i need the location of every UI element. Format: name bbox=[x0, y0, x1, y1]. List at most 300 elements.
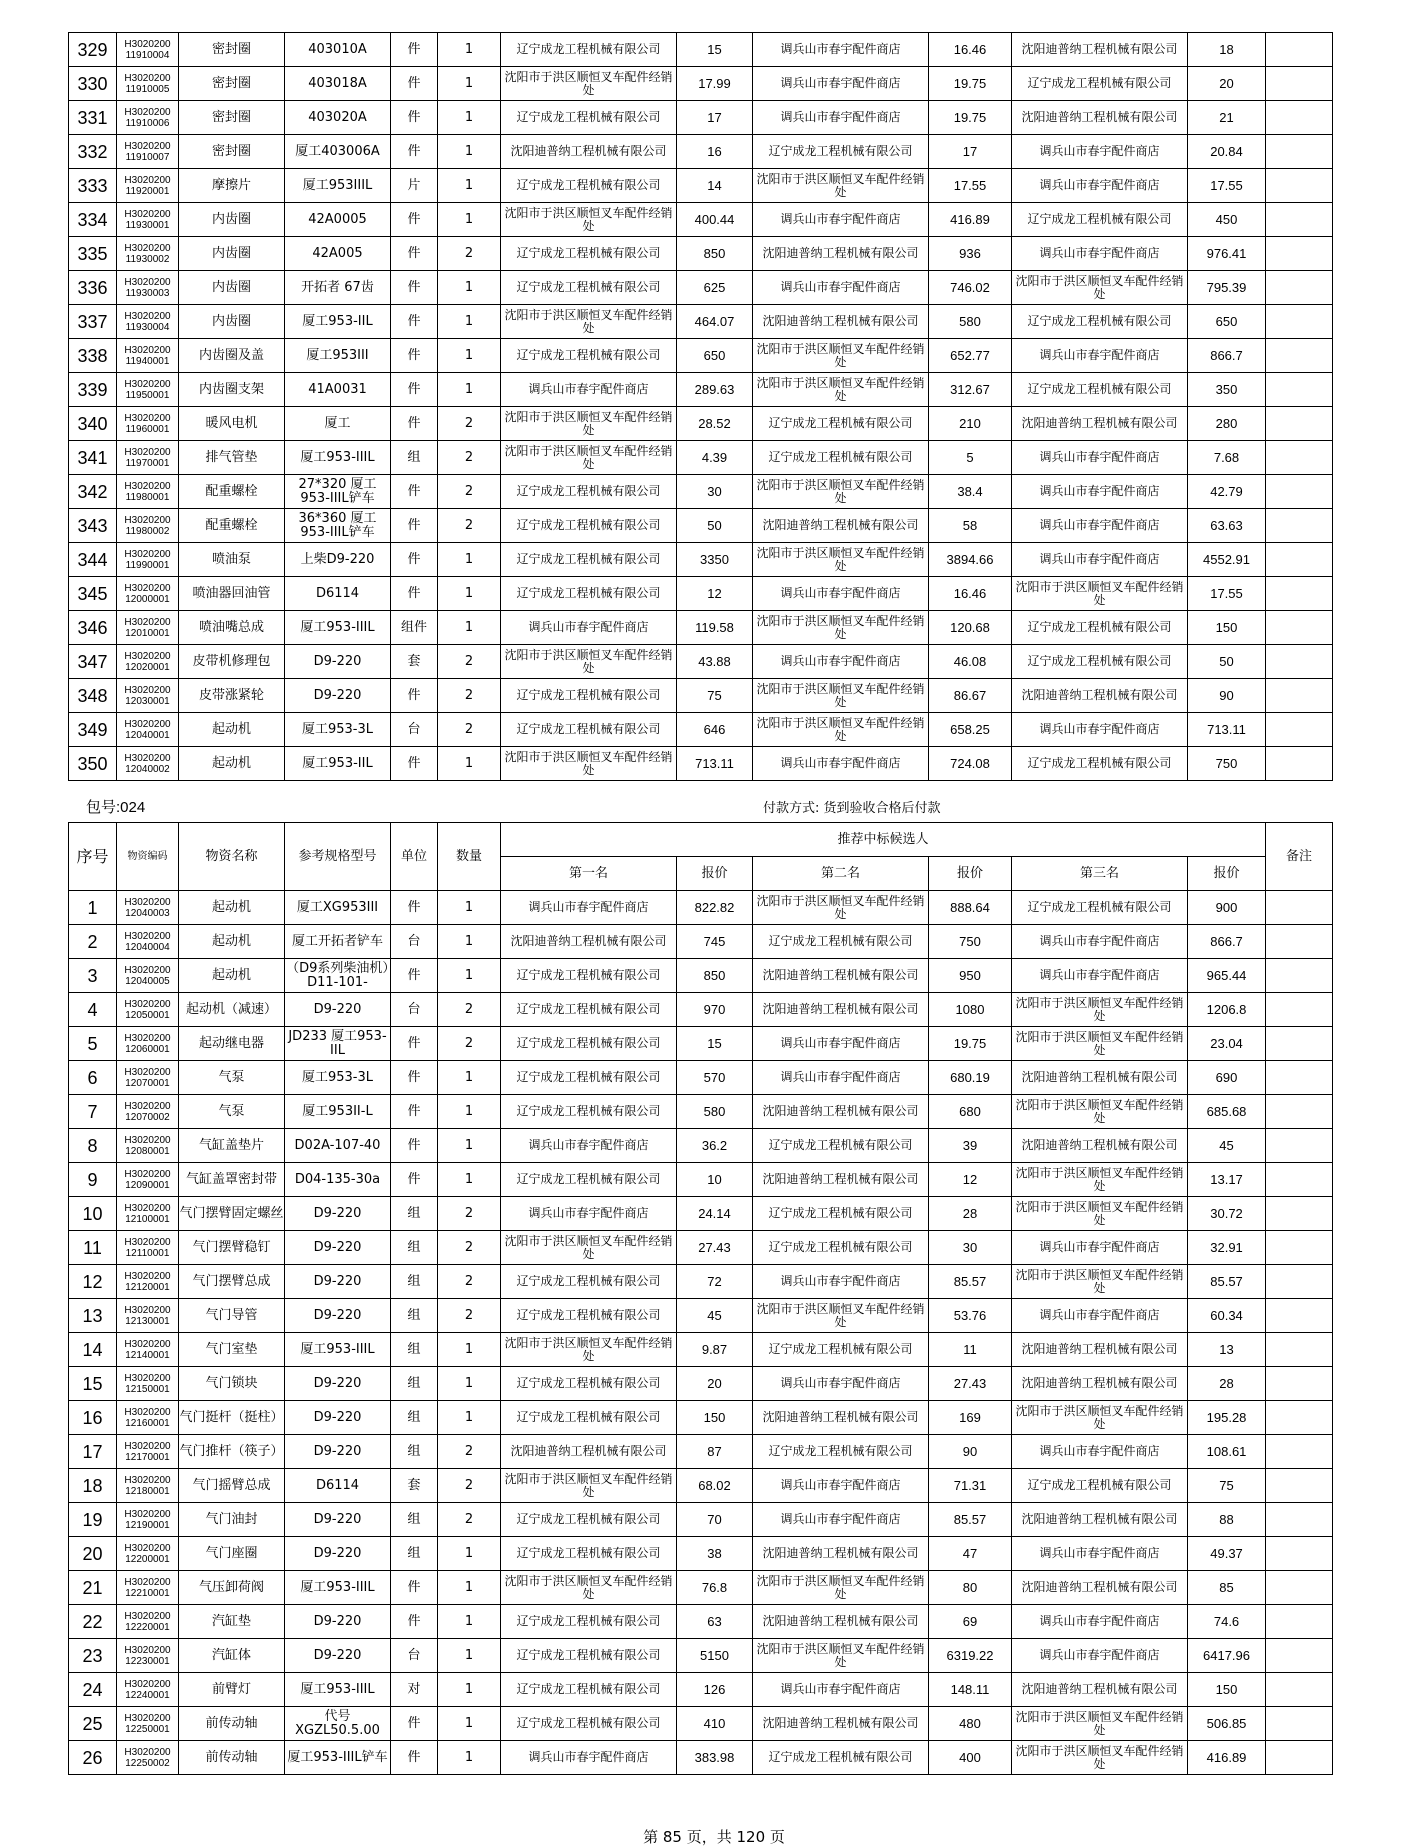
cell-price-2: 16.46 bbox=[929, 33, 1012, 67]
cell-second: 调兵山市春宇配件商店 bbox=[753, 747, 929, 781]
cell-unit: 件 bbox=[391, 1571, 438, 1605]
cell-second: 沈阳迪普纳工程机械有限公司 bbox=[753, 1401, 929, 1435]
cell-first: 辽宁成龙工程机械有限公司 bbox=[501, 33, 677, 67]
cell-remark bbox=[1266, 305, 1333, 339]
table-row bbox=[69, 1469, 1333, 1503]
cell-code: H3020200 12250002 bbox=[117, 1741, 179, 1775]
cell-price-1: 9.87 bbox=[677, 1333, 753, 1367]
cell-first: 辽宁成龙工程机械有限公司 bbox=[501, 101, 677, 135]
cell-first: 辽宁成龙工程机械有限公司 bbox=[501, 1265, 677, 1299]
cell-name: 内齿圈 bbox=[179, 237, 285, 271]
cell-code: H3020200 12070002 bbox=[117, 1095, 179, 1129]
cell-qty: 1 bbox=[438, 1367, 501, 1401]
cell-second: 调兵山市春宇配件商店 bbox=[753, 101, 929, 135]
cell-price-2: 71.31 bbox=[929, 1469, 1012, 1503]
cell-price-1: 14 bbox=[677, 169, 753, 203]
cell-third: 调兵山市春宇配件商店 bbox=[1012, 1537, 1188, 1571]
cell-price-3: 450 bbox=[1188, 203, 1266, 237]
cell-second: 调兵山市春宇配件商店 bbox=[753, 203, 929, 237]
cell-spec: D9-220 bbox=[285, 1503, 391, 1537]
cell-price-2: 120.68 bbox=[929, 611, 1012, 645]
table-row bbox=[69, 1707, 1333, 1741]
cell-price-1: 76.8 bbox=[677, 1571, 753, 1605]
cell-third: 沈阳市于洪区顺恒叉车配件经销处 bbox=[1012, 1197, 1188, 1231]
cell-code: H3020200 12070001 bbox=[117, 1061, 179, 1095]
header-name: 物资名称 bbox=[179, 823, 285, 891]
cell-second: 沈阳市于洪区顺恒叉车配件经销处 bbox=[753, 339, 929, 373]
cell-unit: 组 bbox=[391, 1333, 438, 1367]
cell-third: 沈阳迪普纳工程机械有限公司 bbox=[1012, 1061, 1188, 1095]
cell-third: 辽宁成龙工程机械有限公司 bbox=[1012, 891, 1188, 925]
cell-unit: 组 bbox=[391, 1435, 438, 1469]
cell-price-3: 713.11 bbox=[1188, 713, 1266, 747]
cell-price-1: 4.39 bbox=[677, 441, 753, 475]
cell-spec: 厦工953II-L bbox=[285, 1095, 391, 1129]
cell-remark bbox=[1266, 679, 1333, 713]
cell-seq: 342 bbox=[69, 475, 117, 509]
cell-price-1: 850 bbox=[677, 959, 753, 993]
cell-remark bbox=[1266, 271, 1333, 305]
cell-qty: 2 bbox=[438, 1299, 501, 1333]
cell-second: 沈阳迪普纳工程机械有限公司 bbox=[753, 993, 929, 1027]
cell-spec: D04-135-30a bbox=[285, 1163, 391, 1197]
cell-unit: 件 bbox=[391, 339, 438, 373]
table-row bbox=[69, 1061, 1333, 1095]
cell-name: 气门摆臂固定螺丝 bbox=[179, 1197, 285, 1231]
cell-qty: 1 bbox=[438, 339, 501, 373]
cell-seq: 10 bbox=[69, 1197, 117, 1231]
cell-name: 气泵 bbox=[179, 1095, 285, 1129]
cell-price-2: 888.64 bbox=[929, 891, 1012, 925]
cell-name: 起动机 bbox=[179, 925, 285, 959]
header-seq: 序号 bbox=[69, 823, 117, 891]
table-row bbox=[69, 441, 1333, 475]
cell-qty: 2 bbox=[438, 1435, 501, 1469]
cell-spec: 厦工953-IIL bbox=[285, 305, 391, 339]
cell-qty: 2 bbox=[438, 441, 501, 475]
cell-price-2: 6319.22 bbox=[929, 1639, 1012, 1673]
cell-price-2: 12 bbox=[929, 1163, 1012, 1197]
cell-third: 辽宁成龙工程机械有限公司 bbox=[1012, 645, 1188, 679]
cell-name: 内齿圈支架 bbox=[179, 373, 285, 407]
cell-unit: 组 bbox=[391, 1299, 438, 1333]
cell-code: H3020200 12150001 bbox=[117, 1367, 179, 1401]
cell-price-3: 13.17 bbox=[1188, 1163, 1266, 1197]
cell-code: H3020200 12040003 bbox=[117, 891, 179, 925]
cell-price-2: 46.08 bbox=[929, 645, 1012, 679]
cell-unit: 台 bbox=[391, 993, 438, 1027]
cell-remark bbox=[1266, 475, 1333, 509]
cell-name: 汽缸体 bbox=[179, 1639, 285, 1673]
cell-price-3: 4552.91 bbox=[1188, 543, 1266, 577]
cell-seq: 19 bbox=[69, 1503, 117, 1537]
cell-price-1: 15 bbox=[677, 1027, 753, 1061]
cell-name: 起动机 bbox=[179, 959, 285, 993]
cell-second: 沈阳市于洪区顺恒叉车配件经销处 bbox=[753, 169, 929, 203]
cell-first: 调兵山市春宇配件商店 bbox=[501, 373, 677, 407]
cell-first: 沈阳市于洪区顺恒叉车配件经销处 bbox=[501, 1231, 677, 1265]
cell-price-2: 39 bbox=[929, 1129, 1012, 1163]
cell-price-2: 312.67 bbox=[929, 373, 1012, 407]
cell-unit: 件 bbox=[391, 1061, 438, 1095]
cell-third: 调兵山市春宇配件商店 bbox=[1012, 441, 1188, 475]
cell-price-3: 20.84 bbox=[1188, 135, 1266, 169]
cell-remark bbox=[1266, 1333, 1333, 1367]
cell-unit: 件 bbox=[391, 679, 438, 713]
cell-seq: 341 bbox=[69, 441, 117, 475]
cell-remark bbox=[1266, 959, 1333, 993]
cell-second: 辽宁成龙工程机械有限公司 bbox=[753, 1197, 929, 1231]
cell-name: 内齿圈 bbox=[179, 305, 285, 339]
cell-qty: 1 bbox=[438, 305, 501, 339]
cell-price-2: 1080 bbox=[929, 993, 1012, 1027]
cell-name: 密封圈 bbox=[179, 101, 285, 135]
cell-unit: 件 bbox=[391, 577, 438, 611]
cell-price-2: 19.75 bbox=[929, 101, 1012, 135]
cell-code: H3020200 12110001 bbox=[117, 1231, 179, 1265]
cell-code: H3020200 12190001 bbox=[117, 1503, 179, 1537]
cell-spec: D9-220 bbox=[285, 645, 391, 679]
cell-remark bbox=[1266, 713, 1333, 747]
cell-seq: 2 bbox=[69, 925, 117, 959]
cell-price-1: 27.43 bbox=[677, 1231, 753, 1265]
cell-third: 沈阳市于洪区顺恒叉车配件经销处 bbox=[1012, 271, 1188, 305]
cell-third: 沈阳迪普纳工程机械有限公司 bbox=[1012, 1673, 1188, 1707]
cell-unit: 台 bbox=[391, 1639, 438, 1673]
cell-seq: 17 bbox=[69, 1435, 117, 1469]
cell-spec: D9-220 bbox=[285, 1435, 391, 1469]
cell-price-2: 580 bbox=[929, 305, 1012, 339]
cell-name: 皮带涨紧轮 bbox=[179, 679, 285, 713]
cell-first: 辽宁成龙工程机械有限公司 bbox=[501, 1367, 677, 1401]
cell-name: 气门导管 bbox=[179, 1299, 285, 1333]
table-row bbox=[69, 1367, 1333, 1401]
cell-spec: D9-220 bbox=[285, 1299, 391, 1333]
cell-name: 气门油封 bbox=[179, 1503, 285, 1537]
cell-spec: 厦工953-IIIL铲车 bbox=[285, 1741, 391, 1775]
header-price-2: 报价 bbox=[929, 857, 1012, 891]
cell-spec: 厦工953-3L bbox=[285, 713, 391, 747]
cell-price-1: 16 bbox=[677, 135, 753, 169]
cell-price-2: 85.57 bbox=[929, 1503, 1012, 1537]
cell-remark bbox=[1266, 1061, 1333, 1095]
cell-price-3: 50 bbox=[1188, 645, 1266, 679]
cell-first: 辽宁成龙工程机械有限公司 bbox=[501, 543, 677, 577]
cell-price-2: 936 bbox=[929, 237, 1012, 271]
cell-seq: 347 bbox=[69, 645, 117, 679]
cell-seq: 340 bbox=[69, 407, 117, 441]
cell-spec: 厦工953IIIL bbox=[285, 169, 391, 203]
cell-spec: 厦工953-IIIL bbox=[285, 1571, 391, 1605]
cell-qty: 2 bbox=[438, 1231, 501, 1265]
cell-price-2: 3894.66 bbox=[929, 543, 1012, 577]
cell-price-1: 43.88 bbox=[677, 645, 753, 679]
cell-qty: 1 bbox=[438, 1741, 501, 1775]
cell-name: 排气管垫 bbox=[179, 441, 285, 475]
cell-code: H3020200 12240001 bbox=[117, 1673, 179, 1707]
cell-second: 调兵山市春宇配件商店 bbox=[753, 67, 929, 101]
table-row bbox=[69, 611, 1333, 645]
cell-code: H3020200 11910004 bbox=[117, 33, 179, 67]
cell-spec: 36*360 厦工953-IIIL铲车 bbox=[285, 509, 391, 543]
cell-unit: 件 bbox=[391, 1095, 438, 1129]
table-row bbox=[69, 1129, 1333, 1163]
cell-price-2: 28 bbox=[929, 1197, 1012, 1231]
cell-name: 气门推杆（筷子） bbox=[179, 1435, 285, 1469]
cell-spec: 厦工953-IIIL bbox=[285, 441, 391, 475]
cell-spec: JD233 厦工953-IIL bbox=[285, 1027, 391, 1061]
header-unit: 单位 bbox=[391, 823, 438, 891]
table-row bbox=[69, 1571, 1333, 1605]
cell-remark bbox=[1266, 1571, 1333, 1605]
cell-seq: 26 bbox=[69, 1741, 117, 1775]
cell-spec: 厦工XG953III bbox=[285, 891, 391, 925]
cell-third: 调兵山市春宇配件商店 bbox=[1012, 1435, 1188, 1469]
cell-price-3: 108.61 bbox=[1188, 1435, 1266, 1469]
package-number: 包号:024 bbox=[86, 799, 146, 816]
cell-spec: 42A0005 bbox=[285, 203, 391, 237]
cell-third: 沈阳市于洪区顺恒叉车配件经销处 bbox=[1012, 1401, 1188, 1435]
table-row bbox=[69, 67, 1333, 101]
cell-seq: 12 bbox=[69, 1265, 117, 1299]
cell-qty: 2 bbox=[438, 1197, 501, 1231]
cell-second: 辽宁成龙工程机械有限公司 bbox=[753, 135, 929, 169]
cell-second: 沈阳迪普纳工程机械有限公司 bbox=[753, 237, 929, 271]
cell-code: H3020200 11960001 bbox=[117, 407, 179, 441]
cell-price-2: 11 bbox=[929, 1333, 1012, 1367]
cell-unit: 件 bbox=[391, 373, 438, 407]
cell-third: 沈阳市于洪区顺恒叉车配件经销处 bbox=[1012, 1027, 1188, 1061]
cell-second: 辽宁成龙工程机械有限公司 bbox=[753, 925, 929, 959]
cell-price-2: 17.55 bbox=[929, 169, 1012, 203]
cell-first: 辽宁成龙工程机械有限公司 bbox=[501, 1095, 677, 1129]
cell-seq: 21 bbox=[69, 1571, 117, 1605]
cell-third: 调兵山市春宇配件商店 bbox=[1012, 339, 1188, 373]
cell-second: 辽宁成龙工程机械有限公司 bbox=[753, 1129, 929, 1163]
cell-price-2: 47 bbox=[929, 1537, 1012, 1571]
cell-price-1: 970 bbox=[677, 993, 753, 1027]
cell-spec: （D9系列柴油机）D11-101- bbox=[285, 959, 391, 993]
cell-price-1: 850 bbox=[677, 237, 753, 271]
cell-seq: 332 bbox=[69, 135, 117, 169]
cell-price-1: 36.2 bbox=[677, 1129, 753, 1163]
cell-first: 辽宁成龙工程机械有限公司 bbox=[501, 1605, 677, 1639]
cell-code: H3020200 12060001 bbox=[117, 1027, 179, 1061]
cell-second: 辽宁成龙工程机械有限公司 bbox=[753, 1333, 929, 1367]
header-spec: 参考规格型号 bbox=[285, 823, 391, 891]
table-row bbox=[69, 169, 1333, 203]
cell-unit: 件 bbox=[391, 543, 438, 577]
cell-seq: 7 bbox=[69, 1095, 117, 1129]
cell-price-2: 680 bbox=[929, 1095, 1012, 1129]
cell-code: H3020200 12170001 bbox=[117, 1435, 179, 1469]
cell-unit: 件 bbox=[391, 1129, 438, 1163]
cell-spec: 403010A bbox=[285, 33, 391, 67]
cell-qty: 2 bbox=[438, 1265, 501, 1299]
cell-qty: 1 bbox=[438, 373, 501, 407]
table-row bbox=[69, 33, 1333, 67]
table-row bbox=[69, 1265, 1333, 1299]
cell-qty: 1 bbox=[438, 1639, 501, 1673]
cell-unit: 件 bbox=[391, 305, 438, 339]
cell-name: 气门摆臂总成 bbox=[179, 1265, 285, 1299]
header-price-1: 报价 bbox=[677, 857, 753, 891]
cell-spec: D9-220 bbox=[285, 1537, 391, 1571]
cell-name: 气门摆臂稳钉 bbox=[179, 1231, 285, 1265]
cell-third: 沈阳市于洪区顺恒叉车配件经销处 bbox=[1012, 1163, 1188, 1197]
cell-price-3: 965.44 bbox=[1188, 959, 1266, 993]
table-row bbox=[69, 747, 1333, 781]
cell-price-1: 28.52 bbox=[677, 407, 753, 441]
cell-qty: 2 bbox=[438, 475, 501, 509]
cell-code: H3020200 11930004 bbox=[117, 305, 179, 339]
cell-qty: 1 bbox=[438, 1061, 501, 1095]
cell-price-3: 280 bbox=[1188, 407, 1266, 441]
cell-price-1: 17.99 bbox=[677, 67, 753, 101]
cell-spec: D6114 bbox=[285, 1469, 391, 1503]
cell-spec: D6114 bbox=[285, 577, 391, 611]
cell-spec: D9-220 bbox=[285, 1197, 391, 1231]
cell-unit: 件 bbox=[391, 891, 438, 925]
cell-code: H3020200 12200001 bbox=[117, 1537, 179, 1571]
cell-name: 皮带机修理包 bbox=[179, 645, 285, 679]
cell-price-1: 646 bbox=[677, 713, 753, 747]
cell-name: 前传动轴 bbox=[179, 1707, 285, 1741]
cell-seq: 15 bbox=[69, 1367, 117, 1401]
cell-second: 调兵山市春宇配件商店 bbox=[753, 1027, 929, 1061]
cell-spec: D9-220 bbox=[285, 1265, 391, 1299]
cell-price-1: 570 bbox=[677, 1061, 753, 1095]
cell-name: 内齿圈及盖 bbox=[179, 339, 285, 373]
cell-second: 调兵山市春宇配件商店 bbox=[753, 271, 929, 305]
cell-unit: 片 bbox=[391, 169, 438, 203]
cell-qty: 1 bbox=[438, 925, 501, 959]
cell-remark bbox=[1266, 169, 1333, 203]
cell-qty: 2 bbox=[438, 509, 501, 543]
cell-first: 调兵山市春宇配件商店 bbox=[501, 1197, 677, 1231]
cell-first: 辽宁成龙工程机械有限公司 bbox=[501, 1299, 677, 1333]
cell-spec: 厦工 bbox=[285, 407, 391, 441]
cell-remark bbox=[1266, 577, 1333, 611]
cell-first: 辽宁成龙工程机械有限公司 bbox=[501, 1639, 677, 1673]
cell-price-3: 506.85 bbox=[1188, 1707, 1266, 1741]
cell-price-1: 5150 bbox=[677, 1639, 753, 1673]
cell-first: 沈阳市于洪区顺恒叉车配件经销处 bbox=[501, 441, 677, 475]
cell-price-3: 45 bbox=[1188, 1129, 1266, 1163]
cell-price-1: 119.58 bbox=[677, 611, 753, 645]
cell-price-2: 724.08 bbox=[929, 747, 1012, 781]
cell-code: H3020200 12010001 bbox=[117, 611, 179, 645]
cell-third: 辽宁成龙工程机械有限公司 bbox=[1012, 1469, 1188, 1503]
cell-name: 前臂灯 bbox=[179, 1673, 285, 1707]
cell-second: 调兵山市春宇配件商店 bbox=[753, 1265, 929, 1299]
cell-qty: 1 bbox=[438, 959, 501, 993]
table-row bbox=[69, 475, 1333, 509]
cell-price-3: 88 bbox=[1188, 1503, 1266, 1537]
cell-name: 配重螺栓 bbox=[179, 475, 285, 509]
cell-third: 调兵山市春宇配件商店 bbox=[1012, 509, 1188, 543]
table-row bbox=[69, 373, 1333, 407]
cell-code: H3020200 12160001 bbox=[117, 1401, 179, 1435]
cell-unit: 组 bbox=[391, 1367, 438, 1401]
cell-code: H3020200 12030001 bbox=[117, 679, 179, 713]
cell-second: 辽宁成龙工程机械有限公司 bbox=[753, 441, 929, 475]
cell-name: 内齿圈 bbox=[179, 203, 285, 237]
cell-code: H3020200 11920001 bbox=[117, 169, 179, 203]
cell-third: 调兵山市春宇配件商店 bbox=[1012, 475, 1188, 509]
cell-code: H3020200 12040002 bbox=[117, 747, 179, 781]
cell-second: 沈阳市于洪区顺恒叉车配件经销处 bbox=[753, 373, 929, 407]
cell-qty: 2 bbox=[438, 679, 501, 713]
cell-remark bbox=[1266, 1367, 1333, 1401]
page-footer: 第 85 页，共 120 页 bbox=[643, 1828, 785, 1846]
cell-remark bbox=[1266, 1537, 1333, 1571]
cell-price-3: 85 bbox=[1188, 1571, 1266, 1605]
cell-price-3: 75 bbox=[1188, 1469, 1266, 1503]
cell-seq: 333 bbox=[69, 169, 117, 203]
cell-price-3: 416.89 bbox=[1188, 1741, 1266, 1775]
cell-qty: 1 bbox=[438, 1401, 501, 1435]
cell-seq: 14 bbox=[69, 1333, 117, 1367]
cell-second: 沈阳市于洪区顺恒叉车配件经销处 bbox=[753, 1571, 929, 1605]
cell-qty: 1 bbox=[438, 135, 501, 169]
cell-seq: 6 bbox=[69, 1061, 117, 1095]
cell-qty: 1 bbox=[438, 1333, 501, 1367]
cell-unit: 件 bbox=[391, 1163, 438, 1197]
payment-terms: 付款方式: 货到验收合格后付款 bbox=[763, 801, 941, 816]
cell-spec: 41A0031 bbox=[285, 373, 391, 407]
cell-seq: 343 bbox=[69, 509, 117, 543]
cell-remark bbox=[1266, 67, 1333, 101]
cell-third: 辽宁成龙工程机械有限公司 bbox=[1012, 203, 1188, 237]
cell-second: 沈阳迪普纳工程机械有限公司 bbox=[753, 509, 929, 543]
cell-code: H3020200 11930003 bbox=[117, 271, 179, 305]
cell-second: 沈阳市于洪区顺恒叉车配件经销处 bbox=[753, 891, 929, 925]
cell-unit: 件 bbox=[391, 959, 438, 993]
cell-second: 调兵山市春宇配件商店 bbox=[753, 33, 929, 67]
cell-spec: 厦工953-IIIL bbox=[285, 611, 391, 645]
cell-first: 沈阳市于洪区顺恒叉车配件经销处 bbox=[501, 645, 677, 679]
cell-price-2: 38.4 bbox=[929, 475, 1012, 509]
cell-price-2: 30 bbox=[929, 1231, 1012, 1265]
cell-price-3: 23.04 bbox=[1188, 1027, 1266, 1061]
cell-price-2: 169 bbox=[929, 1401, 1012, 1435]
cell-unit: 件 bbox=[391, 237, 438, 271]
cell-remark bbox=[1266, 101, 1333, 135]
cell-qty: 2 bbox=[438, 1469, 501, 1503]
cell-price-3: 900 bbox=[1188, 891, 1266, 925]
table-row bbox=[69, 1639, 1333, 1673]
cell-first: 辽宁成龙工程机械有限公司 bbox=[501, 959, 677, 993]
cell-second: 辽宁成龙工程机械有限公司 bbox=[753, 1435, 929, 1469]
cell-seq: 25 bbox=[69, 1707, 117, 1741]
table-row bbox=[69, 1503, 1333, 1537]
cell-qty: 1 bbox=[438, 747, 501, 781]
cell-seq: 9 bbox=[69, 1163, 117, 1197]
table-row bbox=[69, 1095, 1333, 1129]
cell-qty: 1 bbox=[438, 101, 501, 135]
cell-price-2: 950 bbox=[929, 959, 1012, 993]
cell-price-3: 85.57 bbox=[1188, 1265, 1266, 1299]
cell-price-3: 63.63 bbox=[1188, 509, 1266, 543]
cell-unit: 台 bbox=[391, 925, 438, 959]
cell-price-1: 10 bbox=[677, 1163, 753, 1197]
cell-price-1: 15 bbox=[677, 33, 753, 67]
cell-remark bbox=[1266, 1435, 1333, 1469]
cell-second: 沈阳市于洪区顺恒叉车配件经销处 bbox=[753, 475, 929, 509]
cell-name: 起动机 bbox=[179, 747, 285, 781]
cell-price-1: 30 bbox=[677, 475, 753, 509]
